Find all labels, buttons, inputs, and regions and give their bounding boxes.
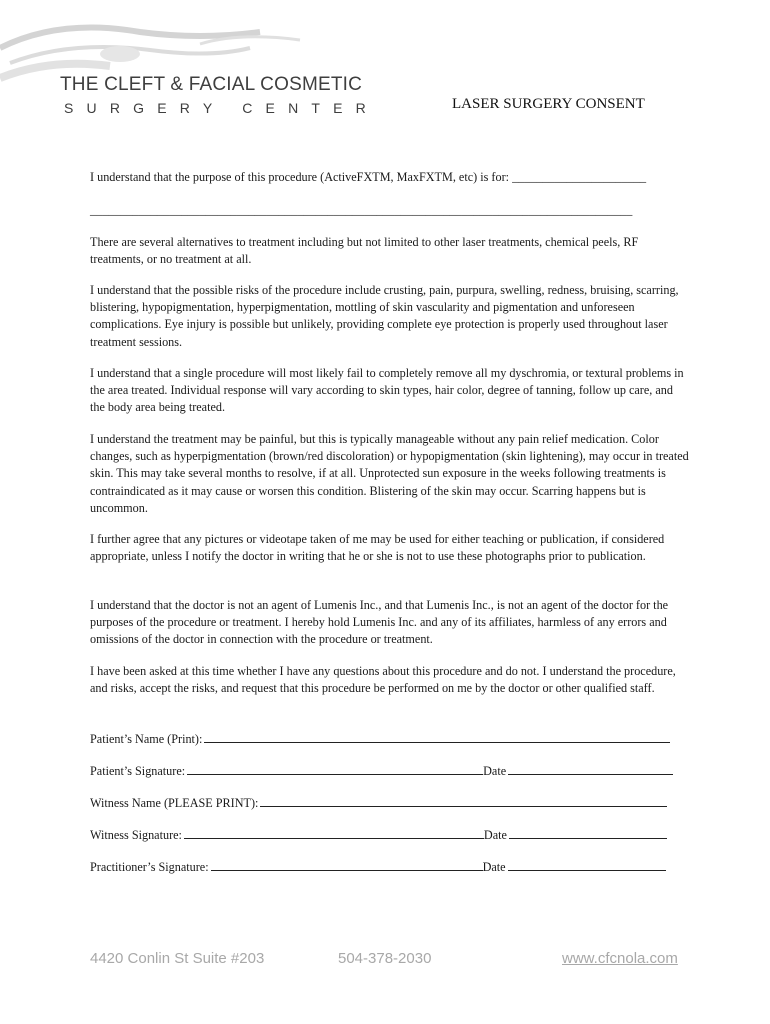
practitioner-signature-field[interactable] [90,858,666,875]
witness-date-line[interactable] [509,826,667,839]
paragraph-pain: I understand the treatment may be painful, but this is typically manageable without any pain relief medication. Color changes, such as hyperpigmentation (brown/red discoloration) or hypopigmentation (skin lightening), may occur in treated skin. This may take several months to resolve, if at all. Unprotected sun exposure in the weeks following treatments is contraindicated as it may cause or worsen this condition. Blistering of the skin may occur. Scarring happens but is uncommon. [90,432,689,515]
practitioner-signature-line[interactable] [211,858,483,871]
patient-name-field[interactable] [90,730,670,747]
patient-signature-field[interactable] [90,762,673,779]
logo-name-line2: SURGERY CENTER [64,100,379,116]
paragraph-questions: I have been asked at this time whether I have any questions about this procedure and do not. I understand the procedure, and risks, accept the risks, and request that this procedure be performed on me by the doctor or other qualified staff. [90,664,676,696]
witness-signature-line[interactable] [184,826,484,839]
practitioner-date-label: Date [482,860,506,874]
patient-signature-label: Patient’s Signature: [90,764,186,778]
document-title: LASER SURGERY CONSENT [452,96,645,112]
patient-signature-line[interactable] [187,762,483,775]
paragraph-photos: I further agree that any pictures or videotape taken of me may be used for either teaching or publication, if considered appropriate, unless I notify the doctor in writing that he or she is not to use these photographs prior to publication. [90,532,665,564]
footer-phone: 504-378-2030 [338,950,432,967]
logo-name-line1: THE CLEFT & FACIAL COSMETIC [60,74,363,95]
purpose-blank-line: _________________________________________________________________________________________ [90,203,633,217]
witness-date-label: Date [483,828,507,842]
patient-date-label: Date [483,764,507,778]
patient-date-line[interactable] [508,762,673,775]
witness-name-label: Witness Name (PLEASE PRINT): [90,796,259,810]
footer-address: 4420 Conlin St Suite #203 [90,950,265,967]
witness-name-field[interactable] [90,794,667,811]
patient-name-label: Patient’s Name (Print): [90,732,203,746]
witness-signature-field[interactable] [90,826,667,843]
paragraph-risks: I understand that the possible risks of the procedure include crusting, pain, purpura, swelling, redness, bruising, scarring, blistering, hypopigmentation, hyperpigmentation, mottling of skin vascularity and pigmentation and unforeseen complications. Eye injury is possible but unlikely, providing complete eye protection is properly used throughout laser treatment sessions. [90,283,679,349]
patient-name-line[interactable] [204,730,670,743]
practitioner-date-line[interactable] [508,858,666,871]
witness-name-line[interactable] [260,794,667,807]
paragraph-alternatives: There are several alternatives to treatment including but not limited to other laser treatments, chemical peels, RF treatments, or no treatment at all. [90,235,639,267]
footer-website-link[interactable]: www.cfcnola.com [562,950,678,967]
witness-signature-label: Witness Signature: [90,828,182,842]
practitioner-signature-label: Practitioner’s Signature: [90,860,209,874]
paragraph-results: I understand that a single procedure will most likely fail to completely remove all my dyschromia, or textural problems in the area treated. Individual response will vary according to skin types, hair color, degree of tanning, follow up care, and the body area being treated. [90,366,684,415]
paragraph-lumenis: I understand that the doctor is not an agent of Lumenis Inc., and that Lumenis Inc., is not an agent of the doctor for the purposes of the procedure or treatment. I hereby hold Lumenis Inc. and any of its affiliates, harmless of any errors and omissions of the doctor in connection with the procedure or treatment. [90,598,669,647]
purpose-line: I understand that the purpose of this procedure (ActiveFXTM, MaxFXTM, etc) is for: ______________________ [90,170,647,184]
